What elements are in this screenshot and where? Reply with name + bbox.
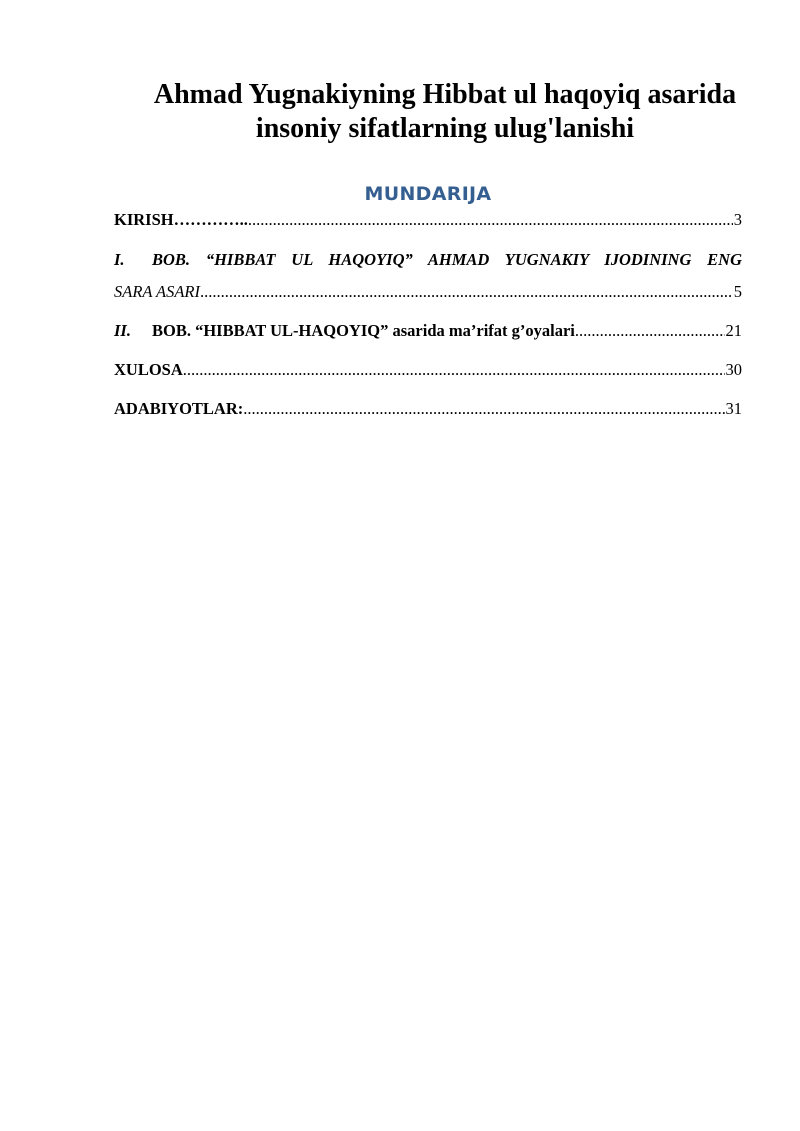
toc-entry-xulosa[interactable] <box>114 359 742 381</box>
toc-dot-leader <box>575 320 725 342</box>
toc-entry-number: I. <box>114 250 125 269</box>
toc-heading: MUNDARIJA <box>364 183 492 205</box>
toc-entry-ellipsis: ………….. <box>173 210 248 229</box>
toc-entry-label: KIRISH <box>114 210 174 229</box>
toc-dot-leader <box>183 359 725 381</box>
toc-dot-leader <box>200 281 733 303</box>
document-title-line-1: Ahmad Yugnakiyning Hibbat ul haqoyiq asarida <box>153 79 737 110</box>
toc-entry-kirish[interactable] <box>114 209 742 231</box>
toc-entry-bob-1-line-1[interactable] <box>114 249 742 271</box>
document-title-line-2: insoniy sifatlarning ulug'lanishi <box>255 113 635 144</box>
toc-entry-bob-1-line-2[interactable] <box>114 281 742 303</box>
toc-entry-label: XULOSA <box>114 360 183 379</box>
toc-entry-page: 31 <box>725 399 742 418</box>
toc-dot-leader <box>248 209 733 231</box>
toc-entry-adabiyotlar[interactable] <box>114 398 742 420</box>
toc-entry-page: 3 <box>733 210 742 229</box>
toc-entry-page: 21 <box>725 321 742 340</box>
toc-entry-bob-2[interactable] <box>114 320 742 342</box>
toc-entry-label-line-1: BOB. “HIBBAT UL HAQOYIQ” AHMAD YUGNAKIY IJODINING ENG <box>152 250 742 269</box>
toc-entry-label: ADABIYOTLAR: <box>114 399 244 418</box>
toc-entry-label: BOB. “HIBBAT UL-HAQOYIQ” asarida ma’rifat g’oyalari <box>152 321 575 340</box>
toc-entry-label-line-2: SARA ASARI <box>114 282 200 301</box>
toc-entry-page: 5 <box>733 282 742 301</box>
toc-entry-page: 30 <box>725 360 742 379</box>
toc-entry-number: II. <box>114 321 131 340</box>
toc-dot-leader <box>243 398 724 420</box>
